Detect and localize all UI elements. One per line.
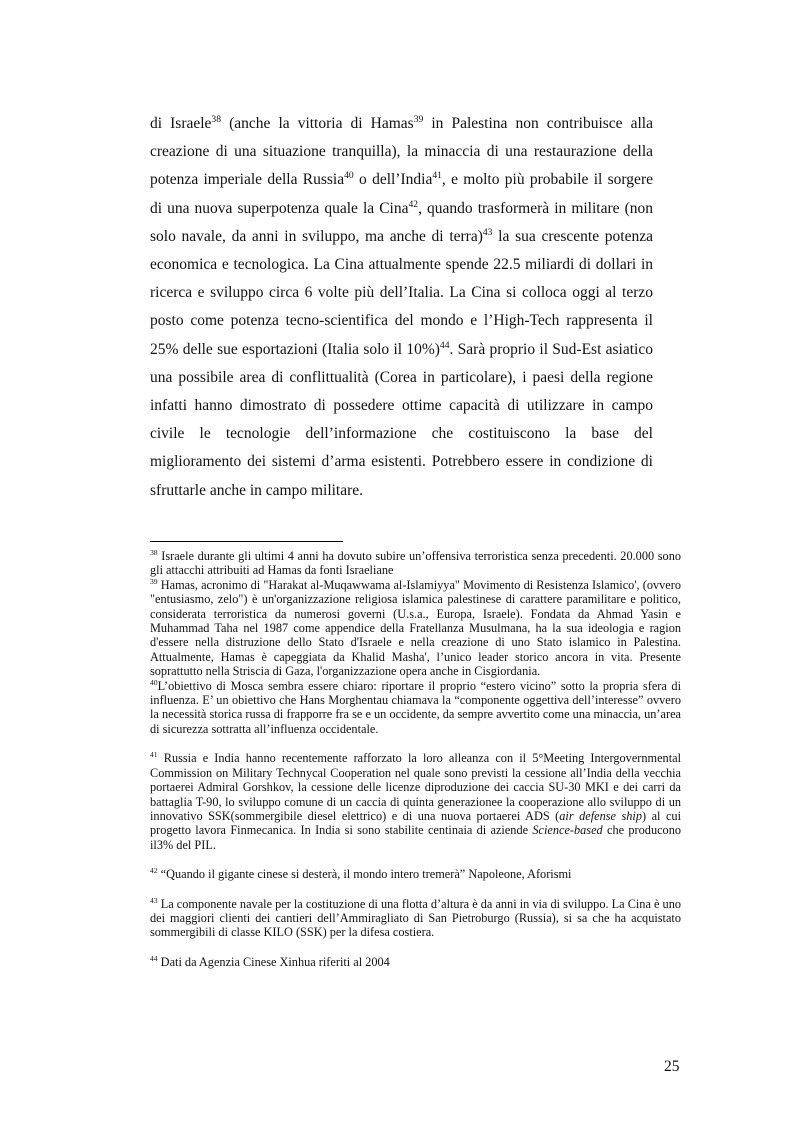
footnotes [150, 549, 681, 969]
footnote-ref-39[interactable]: 39 [413, 113, 424, 125]
footnote-text: L’obiettivo di Mosca sembra essere chiaro: riportare il proprio “estero vicino” sotto la propria sfera di influenza. E’ un obiettivo che Hans Morghentau chiamava la “componente oggettiva dell’interesse” ovvero la necessità storica russa di frapporre fra se e un occidente, da sempre avvertito come una minaccia, un’area di sicurezza sottratta all’influenza occidentale. [150, 678, 681, 736]
footnote-text: Israele durante gli ultimi 4 anni ha dovuto subire un’offensiva terroristica senza precedenti. 20.000 sono gli attacchi attribuiti ad Hamas da fonti Israeliane [150, 549, 681, 578]
footnote-ref-44[interactable]: 44 [439, 339, 450, 351]
footnote-text: ) al cui progetto lavora Finmecanica. In India si sono stabilite centinaia di aziende [150, 808, 681, 838]
footnote-number: 44 [150, 953, 158, 963]
footnote-ref-40[interactable]: 40 [344, 170, 354, 182]
footnote-42 [150, 867, 681, 881]
footnote-39 [150, 578, 681, 679]
footnote-number: 40 [150, 677, 158, 687]
body-paragraph [150, 110, 653, 505]
footnote-ref-38[interactable]: 38 [211, 113, 222, 125]
body-text: , quando trasformerà in militare (non solo navale, da anni in sviluppo, ma anche di terra) [150, 199, 653, 245]
footnote-number: 43 [150, 895, 158, 905]
footnote-38 [150, 549, 681, 578]
footnote-41 [150, 751, 681, 852]
body-text: di Israele [150, 115, 212, 132]
body-text: o dell’India [353, 171, 433, 189]
footnote-italic-text: air defense ship [559, 808, 642, 823]
body-text: , e molto più probabile il sorgere di una nuova superpotenza quale la Cina [150, 171, 653, 217]
footnote-ref-41[interactable]: 41 [432, 170, 442, 182]
footnote-44 [150, 955, 681, 969]
footnote-separator [150, 541, 343, 542]
page-number: 25 [664, 1058, 680, 1075]
footnote-number: 38 [150, 547, 158, 557]
footnote-text: Russia e India hanno recentemente rafforzato la loro alleanza con il 5°Meeting Intergovernmental Commission on Military Technycal Cooperation nel quale sono previsti la cessione all’India della vecchia portaerei Admiral Gorshkov, la cessione delle licenze diproduzione dei caccia SU-30 MKI e dei carri da battaglia T-90, lo sviluppo comune di un caccia di quinta generazionee la cooperazione allo sviluppo di un innovativo SSK(sommergibile diesel elettrico) e di una nuova portaerei ADS ( [150, 751, 681, 823]
footnote-text: che producono il3% del PIL. [150, 823, 681, 852]
footnote-ref-43[interactable]: 43 [482, 226, 493, 238]
footnote-number: 42 [150, 866, 158, 876]
body-text: . Sarà proprio il Sud-Est asiatico una possibile area di conflittualità (Corea in particolare), i paesi della regione infatti hanno dimostrato di possedere ottime capacità di utilizzare in campo civile le tecnologie dell’informazione che costituiscono la base del miglioramento dei sistemi d’arma esistenti. Potrebbero essere in condizione di sfruttarle anche in campo militare. [150, 340, 653, 499]
footnote-number: 39 [150, 576, 158, 586]
footnote-text: La componente navale per la costituzione di una flotta d’altura è da anni in via di sviluppo. La Cina è uno dei maggiori clienti dei cantieri dell’Ammiragliato di San Pietroburgo (Russia), si sa che ha acquistato sommergibili di classe KILO (SSK) per la difesa costiera. [150, 896, 681, 940]
footnote-text: Hamas, acronimo di "Harakat al-Muqawwama al-Islamiyya" Movimento di Resistenza Islamico', (ovvero "entusiasmo, zelo") è un'organizzazione religiosa islamica palestinese di carattere paramilitare e politico, considerata terroristica da numerosi governi (U.s.a., Europa, Israele). Fondata da Ahmad Yasin e Muhammad Taha nel 1987 come appendice della Fratellanza Musulmana, ha la sua ideologia e ragion d'essere nella distruzione dello Stato d'Israele e nella creazione di uno Stato islamico in Palestina. Attualmente, Hamas è capeggiata da Khalid Masha', l’unico leader storico ancora in vita. Presente soprattutto nella Striscia di Gaza, l'organizzazione opera anche in Cisgiordania. [150, 577, 681, 679]
footnote-43 [150, 897, 681, 940]
body-text: la sua crescente potenza economica e tecnologica. La Cina attualmente spende 22.5 miliardi di dollari in ricerca e sviluppo circa 6 volte più dell’Italia. La Cina si colloca oggi al terzo posto come potenza tecno-scientifica del mondo e l’High-Tech rappresenta il 25% delle sue esportazioni (Italia solo il 10%) [150, 227, 653, 358]
footnote-italic-text: Science-based [532, 823, 603, 838]
footnote-number: 41 [150, 750, 158, 760]
body-text: (anche la vittoria di Hamas [221, 115, 414, 132]
footnote-text: “Quando il gigante cinese si desterà, il mondo intero tremerà” Napoleone, Aforismi [157, 867, 572, 882]
footnote-text: Dati da Agenzia Cinese Xinhua riferiti al 2004 [157, 954, 390, 969]
footnote-40 [150, 679, 681, 737]
footnote-ref-42[interactable]: 42 [408, 198, 419, 210]
body-text: in Palestina non contribuisce alla creazione di una situazione tranquilla), la minaccia di una restaurazione della potenza imperiale della Russia [150, 115, 653, 189]
